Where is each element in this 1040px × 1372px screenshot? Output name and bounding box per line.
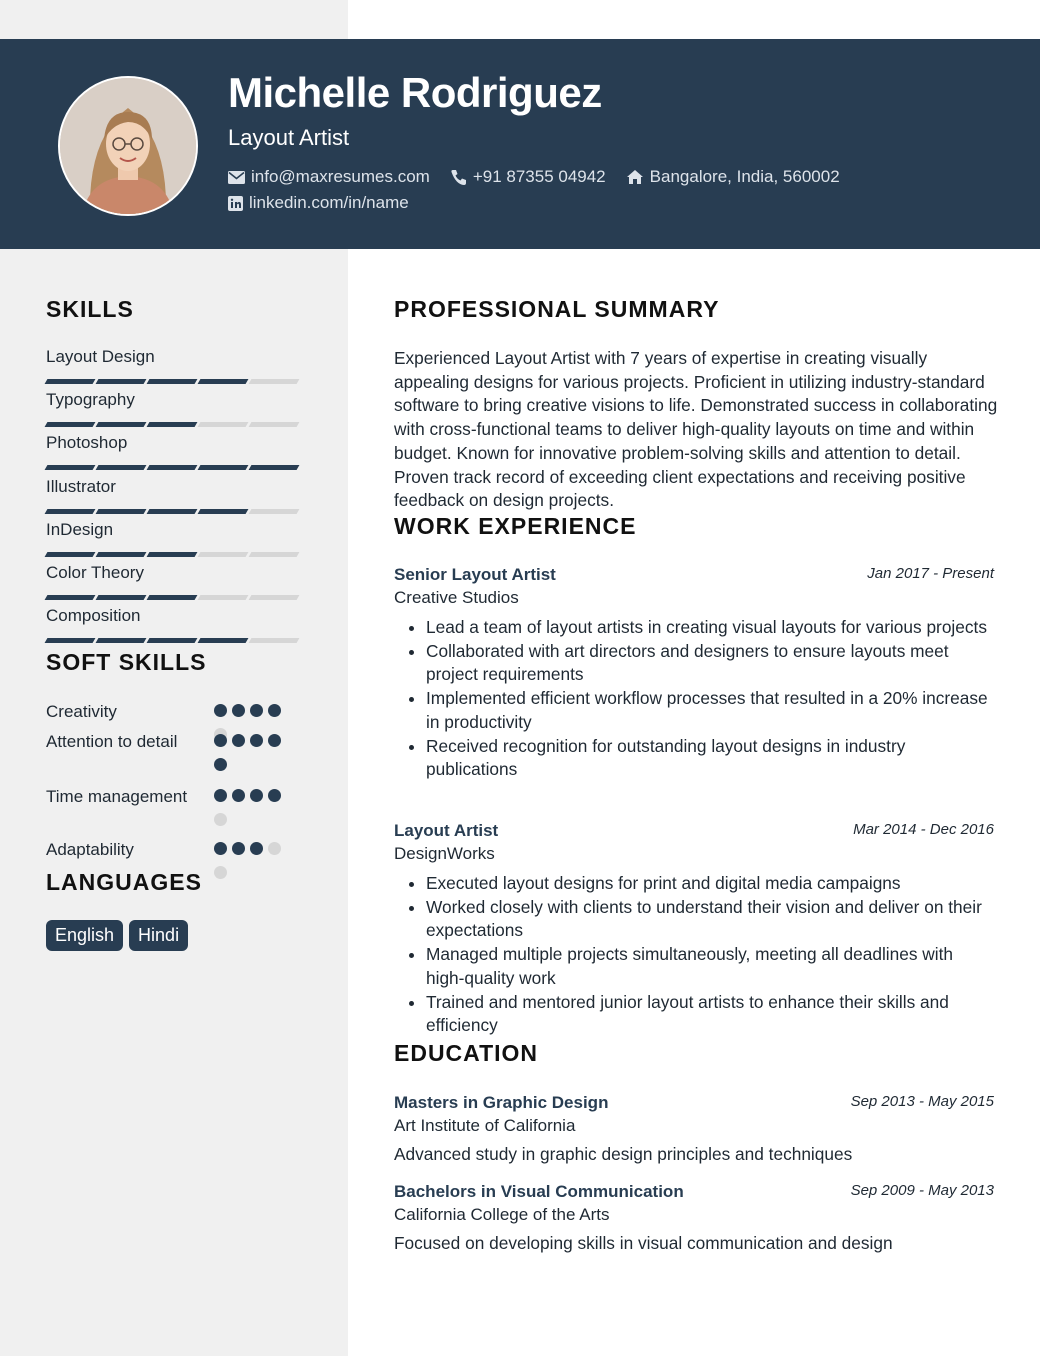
skill-level-segment <box>147 552 198 557</box>
rating-dot <box>214 813 227 826</box>
skill-level-segment <box>147 422 198 427</box>
job-bullets <box>394 616 994 782</box>
job-bullet: • Received recognition for outstanding layout designs in industry publications <box>426 735 994 782</box>
linkedin-item[interactable] <box>228 193 409 213</box>
skill-level-segment <box>45 552 96 557</box>
rating-dot <box>214 704 227 717</box>
home-icon <box>626 169 644 185</box>
rating-dot <box>214 866 227 879</box>
skill-level-segment <box>198 379 249 384</box>
skill-row <box>46 433 302 475</box>
skill-label: InDesign <box>46 519 114 539</box>
rating-dot <box>214 789 227 802</box>
rating-dot <box>250 789 263 802</box>
contact-row <box>228 167 860 187</box>
skill-level-segment <box>198 638 249 643</box>
job-company: Creative Studios <box>394 588 519 607</box>
soft-skills-heading: SOFT SKILLS <box>46 649 207 675</box>
skill-level-segment <box>198 552 249 557</box>
skill-row <box>46 563 302 605</box>
phone-text[interactable]: +91 87355 04942 <box>472 167 606 186</box>
skill-level-bar <box>46 379 301 384</box>
job-dates: Jan 2017 - Present <box>867 565 994 582</box>
skill-level-segment <box>45 465 96 470</box>
rating-dot <box>232 789 245 802</box>
language-badge: English <box>46 920 123 951</box>
phone-icon <box>450 169 467 186</box>
job-bullet: • Worked closely with clients to understand their vision and deliver on their expectations <box>426 896 994 943</box>
education-school: California College of the Arts <box>394 1205 610 1224</box>
skill-level-segment <box>96 465 147 470</box>
candidate-name: Michelle Rodriguez <box>228 69 602 116</box>
skill-level-bar <box>46 595 301 600</box>
skill-label: Typography <box>46 390 135 410</box>
education-entry <box>394 1182 994 1254</box>
education-dates: Sep 2009 - May 2013 <box>850 1182 994 1199</box>
rating-dot <box>232 842 245 855</box>
skill-row <box>46 520 302 562</box>
skill-level-segment <box>96 638 147 643</box>
rating-dot <box>250 842 263 855</box>
profile-photo <box>60 78 196 214</box>
skill-level-bar <box>46 638 301 643</box>
soft-skill-label: Time management <box>46 787 188 806</box>
skill-level-segment <box>96 422 147 427</box>
skill-level-bar <box>46 422 301 427</box>
soft-skill-rating <box>214 734 294 782</box>
skill-level-segment <box>198 465 249 470</box>
rating-dot <box>268 734 281 747</box>
rating-dot <box>250 734 263 747</box>
linkedin-icon <box>228 196 243 211</box>
skill-level-segment <box>249 552 300 557</box>
skill-level-segment <box>147 509 198 514</box>
skill-label: Photoshop <box>46 433 128 453</box>
skill-level-segment <box>198 595 249 600</box>
summary-text: Experienced Layout Artist with 7 years of expertise in creating visually appealing designs for various projects. Proficient in utilizing industry-standard software to bring creative visions to life. Demonstrated success in collaborating with cross-functional teams to deliver high-quality layouts on time and within budget. Known for innovative problem-solving skills and attention to detail. Proven track record of exceeding client expectations and receiving positive feedback on design projects. <box>394 348 998 511</box>
skill-row <box>46 477 302 519</box>
job-bullet: • Executed layout designs for print and digital media campaigns <box>426 872 994 896</box>
skill-level-segment <box>96 552 147 557</box>
education-description: Focused on developing skills in visual communication and design <box>394 1233 893 1253</box>
skill-level-segment <box>198 422 249 427</box>
rating-dot <box>268 704 281 717</box>
location-text: Bangalore, India, 560002 <box>649 167 840 186</box>
languages-list <box>46 920 194 951</box>
contact-row-2 <box>228 193 429 213</box>
rating-dot <box>232 734 245 747</box>
envelope-icon <box>228 171 245 184</box>
education-entry <box>394 1093 994 1165</box>
job-bullet: • Lead a team of layout artists in creating visual layouts for various projects <box>426 616 994 640</box>
rating-dot <box>232 704 245 717</box>
languages-heading: LANGUAGES <box>46 869 202 895</box>
phone-item[interactable] <box>450 167 606 187</box>
education-description: Advanced study in graphic design principles and techniques <box>394 1144 853 1164</box>
job-bullets <box>394 872 994 1038</box>
job-bullet: • Managed multiple projects simultaneously, meeting all deadlines with high-quality work <box>426 943 994 990</box>
soft-skill-rating <box>214 789 294 837</box>
language-badge: Hindi <box>129 920 188 951</box>
resume-header <box>0 39 1040 249</box>
email-text[interactable]: info@maxresumes.com <box>251 167 430 186</box>
skill-level-segment <box>45 422 96 427</box>
job-entry <box>394 821 994 1038</box>
soft-skill-label: Creativity <box>46 702 117 721</box>
experience-heading: WORK EXPERIENCE <box>394 513 637 539</box>
job-bullet: • Trained and mentored junior layout artists to enhance their skills and efficiency <box>426 991 994 1038</box>
soft-skill-label: Attention to detail <box>46 732 178 751</box>
skill-row <box>46 390 302 432</box>
job-entry <box>394 565 994 782</box>
skill-label: Color Theory <box>46 563 144 582</box>
soft-skill-label: Adaptability <box>46 840 134 859</box>
job-role: Layout Artist <box>394 821 499 840</box>
job-dates: Mar 2014 - Dec 2016 <box>853 821 994 838</box>
rating-dot <box>250 704 263 717</box>
skill-label: Illustrator <box>46 476 116 496</box>
rating-dot <box>214 842 227 855</box>
education-degree: Bachelors in Visual Communication <box>394 1182 684 1201</box>
skill-level-bar <box>46 509 301 514</box>
email-item[interactable] <box>228 167 430 187</box>
skill-level-segment <box>147 595 198 600</box>
rating-dot <box>268 789 281 802</box>
skill-level-bar <box>46 552 301 557</box>
skill-level-segment <box>45 638 96 643</box>
skill-level-segment <box>198 509 249 514</box>
soft-skill-rating <box>214 842 294 890</box>
skill-level-segment <box>249 379 300 384</box>
job-bullet: • Implemented efficient workflow processes that resulted in a 20% increase in productivity <box>426 687 994 734</box>
job-role: Senior Layout Artist <box>394 565 556 584</box>
skill-level-segment <box>45 595 96 600</box>
skill-label: Composition <box>46 606 141 626</box>
skill-level-bar <box>46 465 301 470</box>
rating-dot <box>214 734 227 747</box>
linkedin-text[interactable]: linkedin.com/in/name <box>249 193 409 212</box>
skill-level-segment <box>147 465 198 470</box>
skill-level-segment <box>249 422 300 427</box>
education-dates: Sep 2013 - May 2015 <box>850 1093 994 1110</box>
job-company: DesignWorks <box>394 844 495 863</box>
skills-heading: SKILLS <box>46 296 134 322</box>
education-school: Art Institute of California <box>394 1116 576 1135</box>
education-degree: Masters in Graphic Design <box>394 1093 609 1112</box>
skill-level-segment <box>249 465 300 470</box>
summary-heading: PROFESSIONAL SUMMARY <box>394 296 720 322</box>
location-item <box>626 167 840 187</box>
candidate-title: Layout Artist <box>228 125 350 150</box>
job-bullet: • Collaborated with art directors and designers to ensure layouts meet project requirements <box>426 640 994 687</box>
skill-level-segment <box>249 509 300 514</box>
skill-row <box>46 347 302 389</box>
education-heading: EDUCATION <box>394 1040 539 1066</box>
rating-dot <box>268 842 281 855</box>
skill-level-segment <box>249 595 300 600</box>
skill-level-segment <box>96 595 147 600</box>
skill-level-segment <box>147 379 198 384</box>
skill-level-segment <box>147 638 198 643</box>
skill-label: Layout Design <box>46 347 155 366</box>
skill-level-segment <box>45 379 96 384</box>
rating-dot <box>214 758 227 771</box>
skill-level-segment <box>96 379 147 384</box>
avatar <box>58 76 198 216</box>
skill-level-segment <box>45 509 96 514</box>
skill-level-segment <box>249 638 300 643</box>
skill-row <box>46 606 302 648</box>
skill-level-segment <box>96 509 147 514</box>
